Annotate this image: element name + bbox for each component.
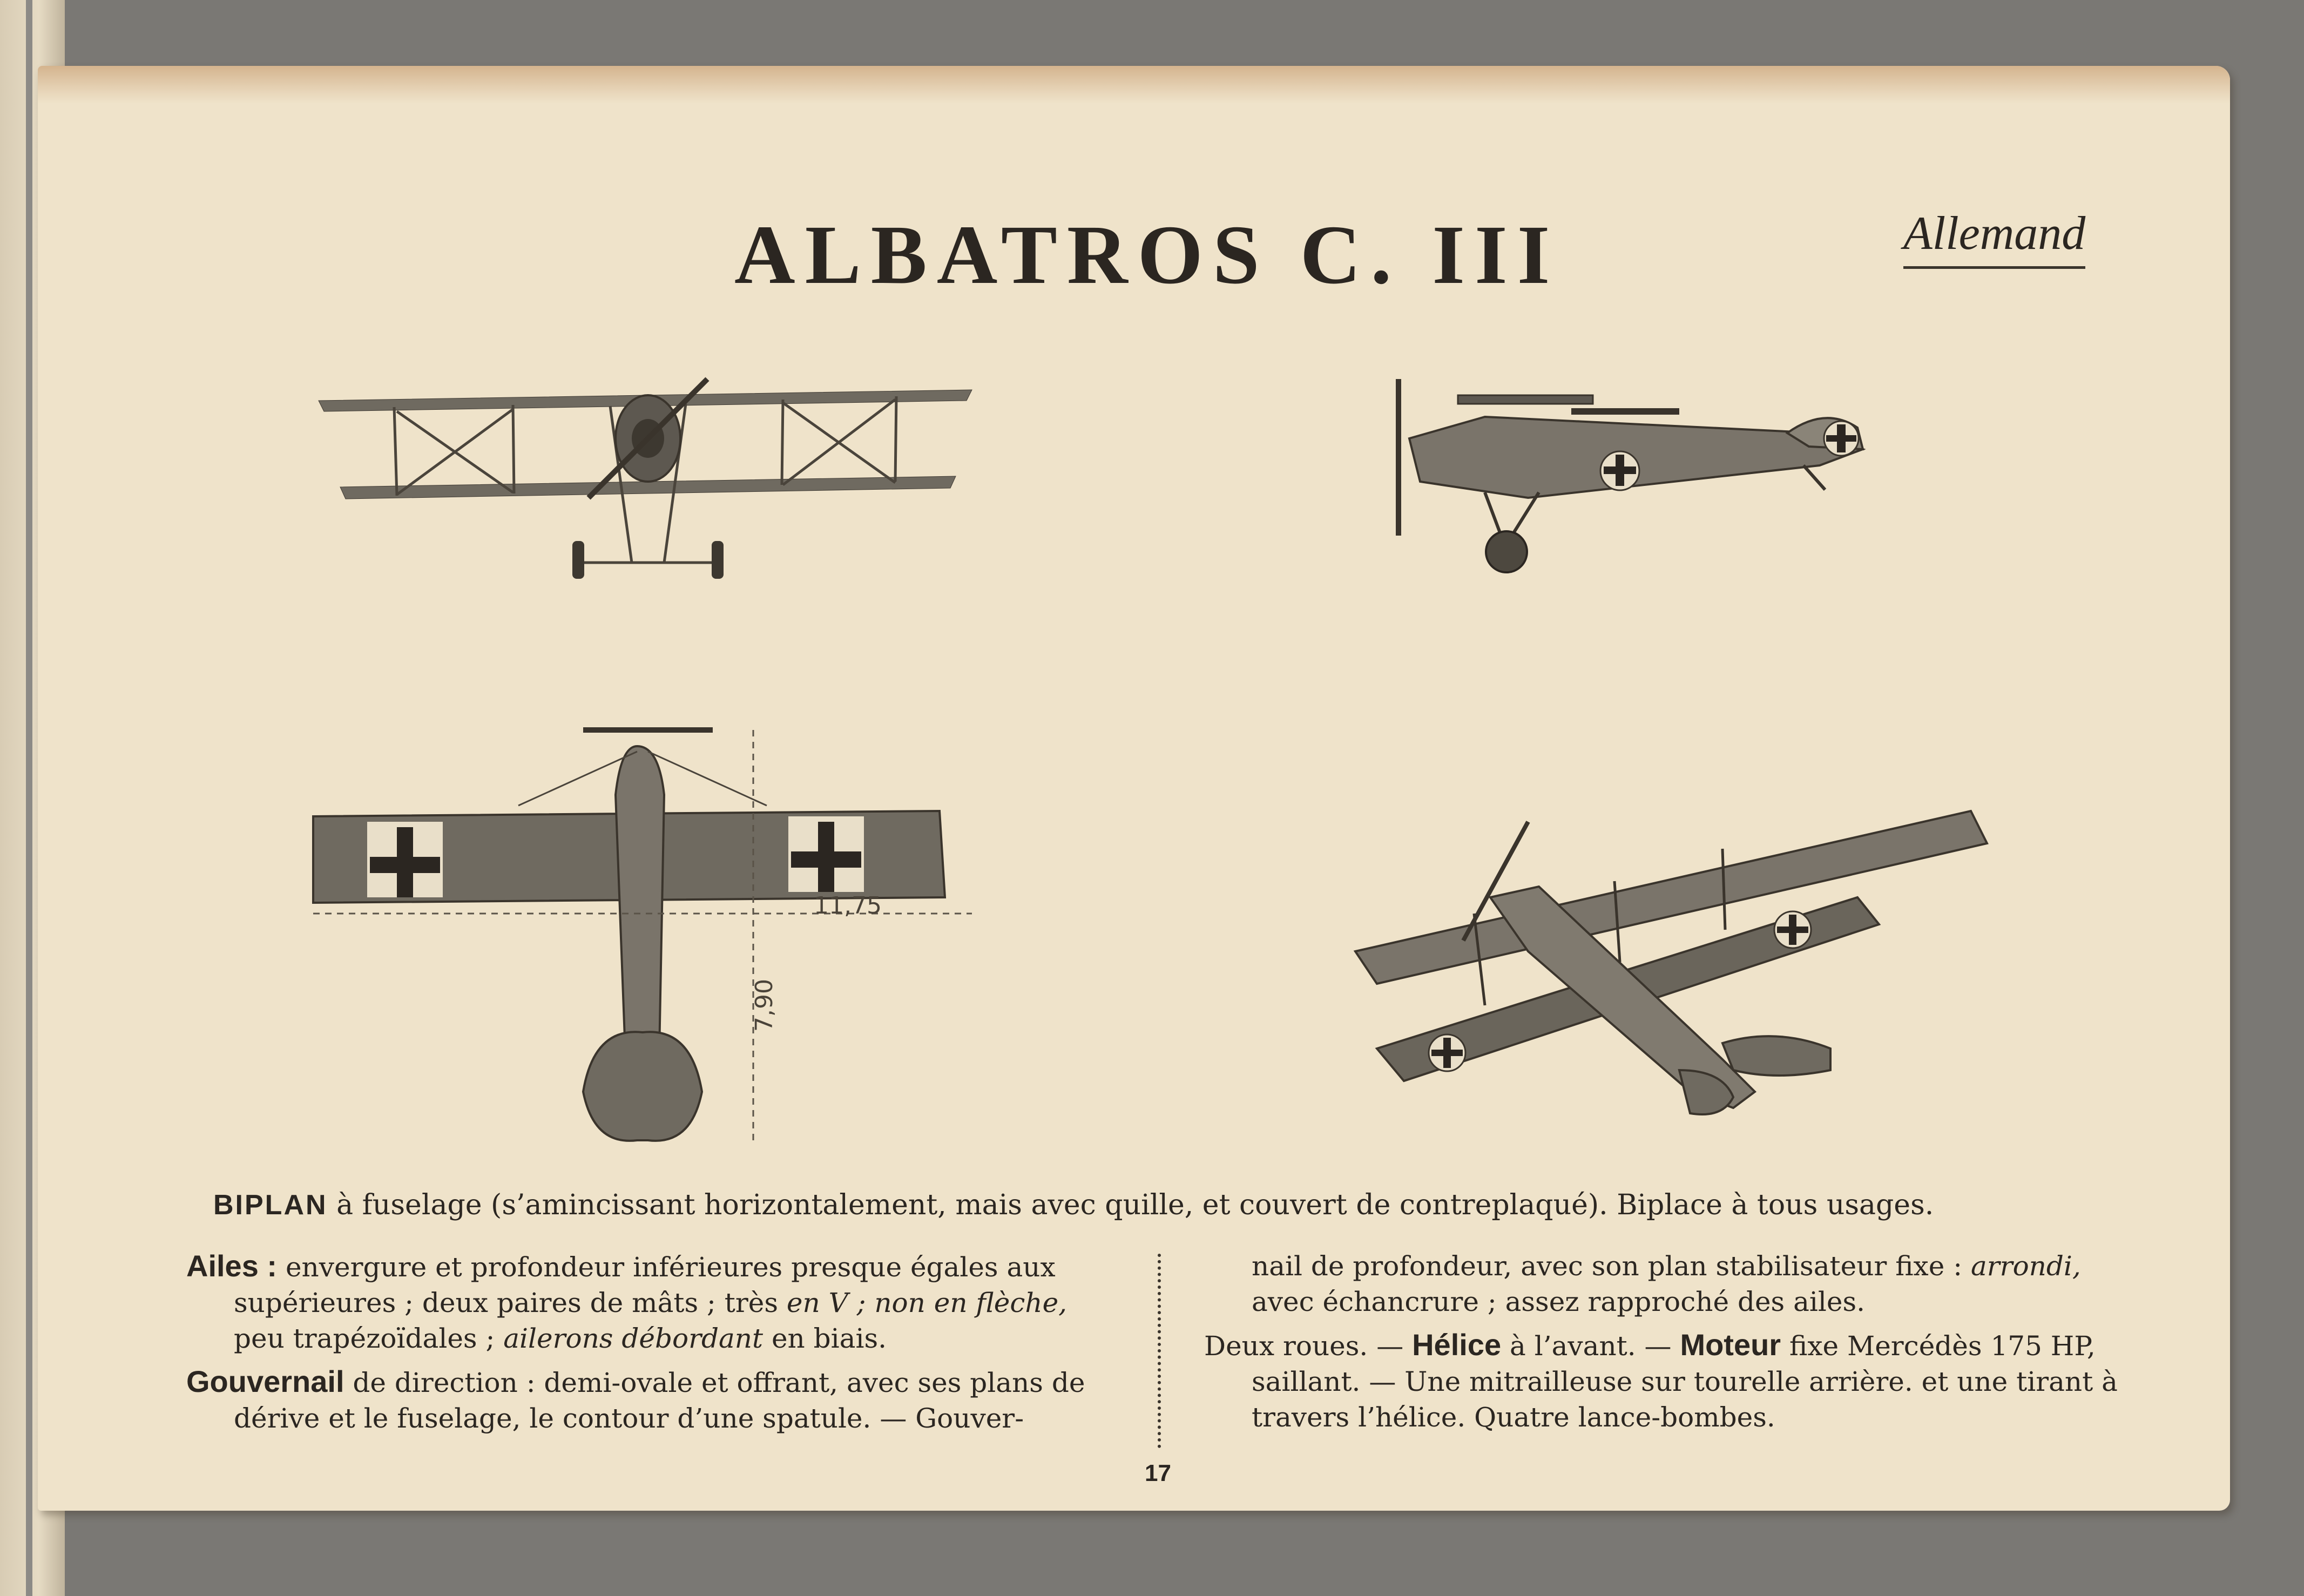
propeller-text: à l’avant. — — [1501, 1330, 1680, 1362]
wingspan-dimension-label: 11,75 — [814, 892, 882, 919]
book-page — [38, 66, 2230, 1511]
aircraft-top-view-illustration — [292, 660, 1004, 1178]
summary-text: à fuselage (s’amincissant horizontalement, mais avec quille, et couvert de contreplaqué). Biplace à tous usages. — [327, 1189, 1934, 1221]
column-divider — [1158, 1254, 1161, 1448]
summary-lead: BIPLAN — [213, 1189, 328, 1221]
propeller-heading: Hélice — [1412, 1328, 1502, 1362]
length-dimension-label: 7,90 — [751, 979, 778, 1032]
aircraft-side-view-illustration — [1377, 357, 1906, 649]
rudder-text: de direction : demi-ovale et offrant, avec ses plans de dérive et le fuselage, le contour d’une spatule. — Gouver- — [234, 1367, 1085, 1434]
page-title: ALBATROS C. III — [734, 208, 1560, 301]
rudder-heading: Gouvernail — [186, 1364, 344, 1398]
wings-heading: Ailes : — [186, 1249, 278, 1283]
rudder-paragraph — [186, 1364, 1115, 1436]
description-right-column — [1204, 1248, 2138, 1443]
wings-text-italic-2: ailerons débordant — [503, 1323, 764, 1354]
elevator-paragraph — [1204, 1248, 2138, 1320]
engine-paragraph — [1204, 1327, 2138, 1435]
wings-text-3: en biais. — [763, 1323, 887, 1354]
aircraft-summary — [213, 1189, 2103, 1221]
description-left-column — [186, 1248, 1115, 1444]
page-top-edge — [38, 66, 2230, 104]
book-spine — [26, 0, 32, 1596]
aircraft-perspective-view-illustration — [1312, 789, 2003, 1146]
nationality-label: Allemand — [1903, 206, 2085, 269]
elevator-text-2: avec échancrure ; assez rapproché des ailes. — [1252, 1286, 1866, 1317]
wings-paragraph — [186, 1248, 1115, 1356]
page-number: 17 — [1145, 1460, 1171, 1486]
elevator-text-italic: arrondi, — [1970, 1250, 2081, 1282]
wings-text-2: peu trapézoïdales ; — [234, 1323, 504, 1354]
wings-text-italic: en V ; non en flèche, — [786, 1287, 1067, 1318]
aircraft-front-view-illustration — [308, 357, 988, 638]
wings-text: envergure et profondeur inférieures presque égales aux supérieures ; deux paires de mâts ; très — [234, 1252, 1056, 1318]
elevator-text: nail de profondeur, avec son plan stabilisateur fixe : — [1252, 1250, 1971, 1282]
engine-heading: Moteur — [1680, 1328, 1781, 1362]
engine-text: fixe Mercédès 175 HP, saillant. — Une mitrailleuse sur tourelle arrière. et une tirant à travers l’hélice. Quatre lance-bombes. — [1252, 1330, 2118, 1433]
wheels-text: Deux roues. — — [1204, 1330, 1413, 1362]
